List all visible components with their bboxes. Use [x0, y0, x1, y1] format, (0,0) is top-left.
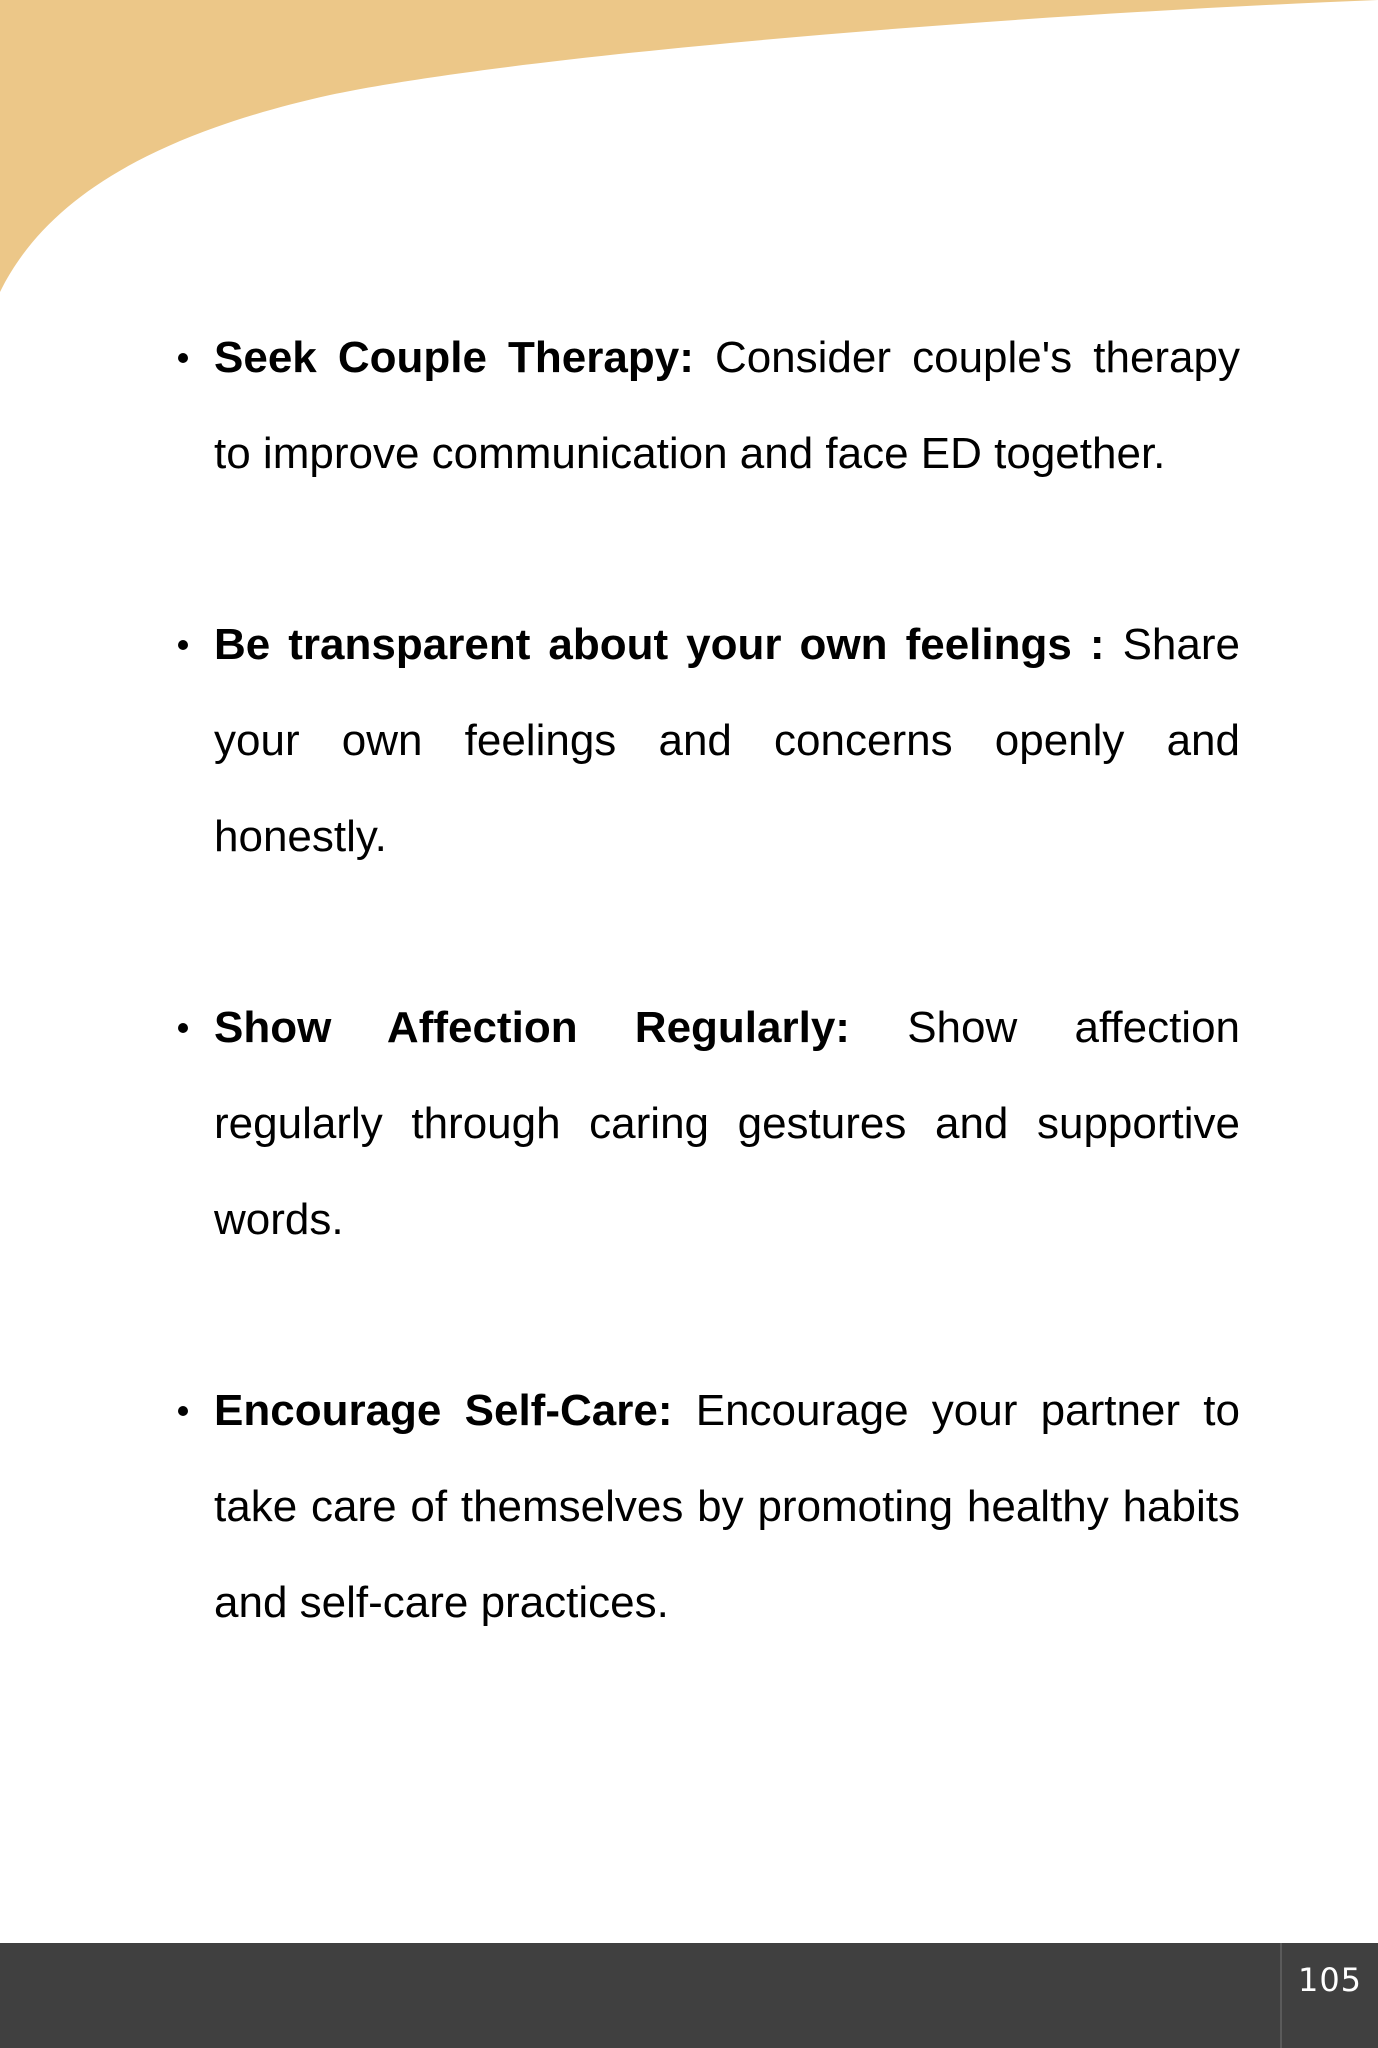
- footer-bar: [0, 1943, 1378, 2048]
- list-item: [214, 597, 1240, 885]
- corner-swoosh-decoration: [0, 0, 1378, 300]
- bullet-icon: [178, 1406, 188, 1416]
- bullet-icon: [178, 640, 188, 650]
- list-item: [214, 980, 1240, 1268]
- page-number: 105: [1297, 1961, 1363, 1999]
- list-item: [214, 310, 1240, 502]
- bullet-icon: [178, 1023, 188, 1033]
- list-item: [214, 1363, 1240, 1651]
- page-number-box: [1280, 1943, 1378, 2048]
- bullet-icon: [178, 353, 188, 363]
- bullet-term: Seek Couple Therapy:: [214, 333, 715, 382]
- bullet-text: Consider couple's therapy to improve communication and face ED together.: [214, 333, 1241, 478]
- bullet-text: Encourage your partner to take care of themselves by promoting healthy habits and self-care practices.: [214, 1386, 1240, 1627]
- bullet-text: Show affection regularly through caring gestures and supportive words.: [214, 1003, 1241, 1244]
- tips-list: [214, 310, 1240, 1651]
- bullet-text: Share your own feelings and concerns openly and honestly.: [214, 620, 1240, 861]
- bullet-term: Encourage Self-Care:: [214, 1386, 696, 1435]
- bullet-term: Show Affection Regularly:: [214, 1003, 908, 1052]
- main-content: [214, 310, 1240, 1746]
- bullet-term: Be transparent about your own feelings :: [214, 620, 1123, 669]
